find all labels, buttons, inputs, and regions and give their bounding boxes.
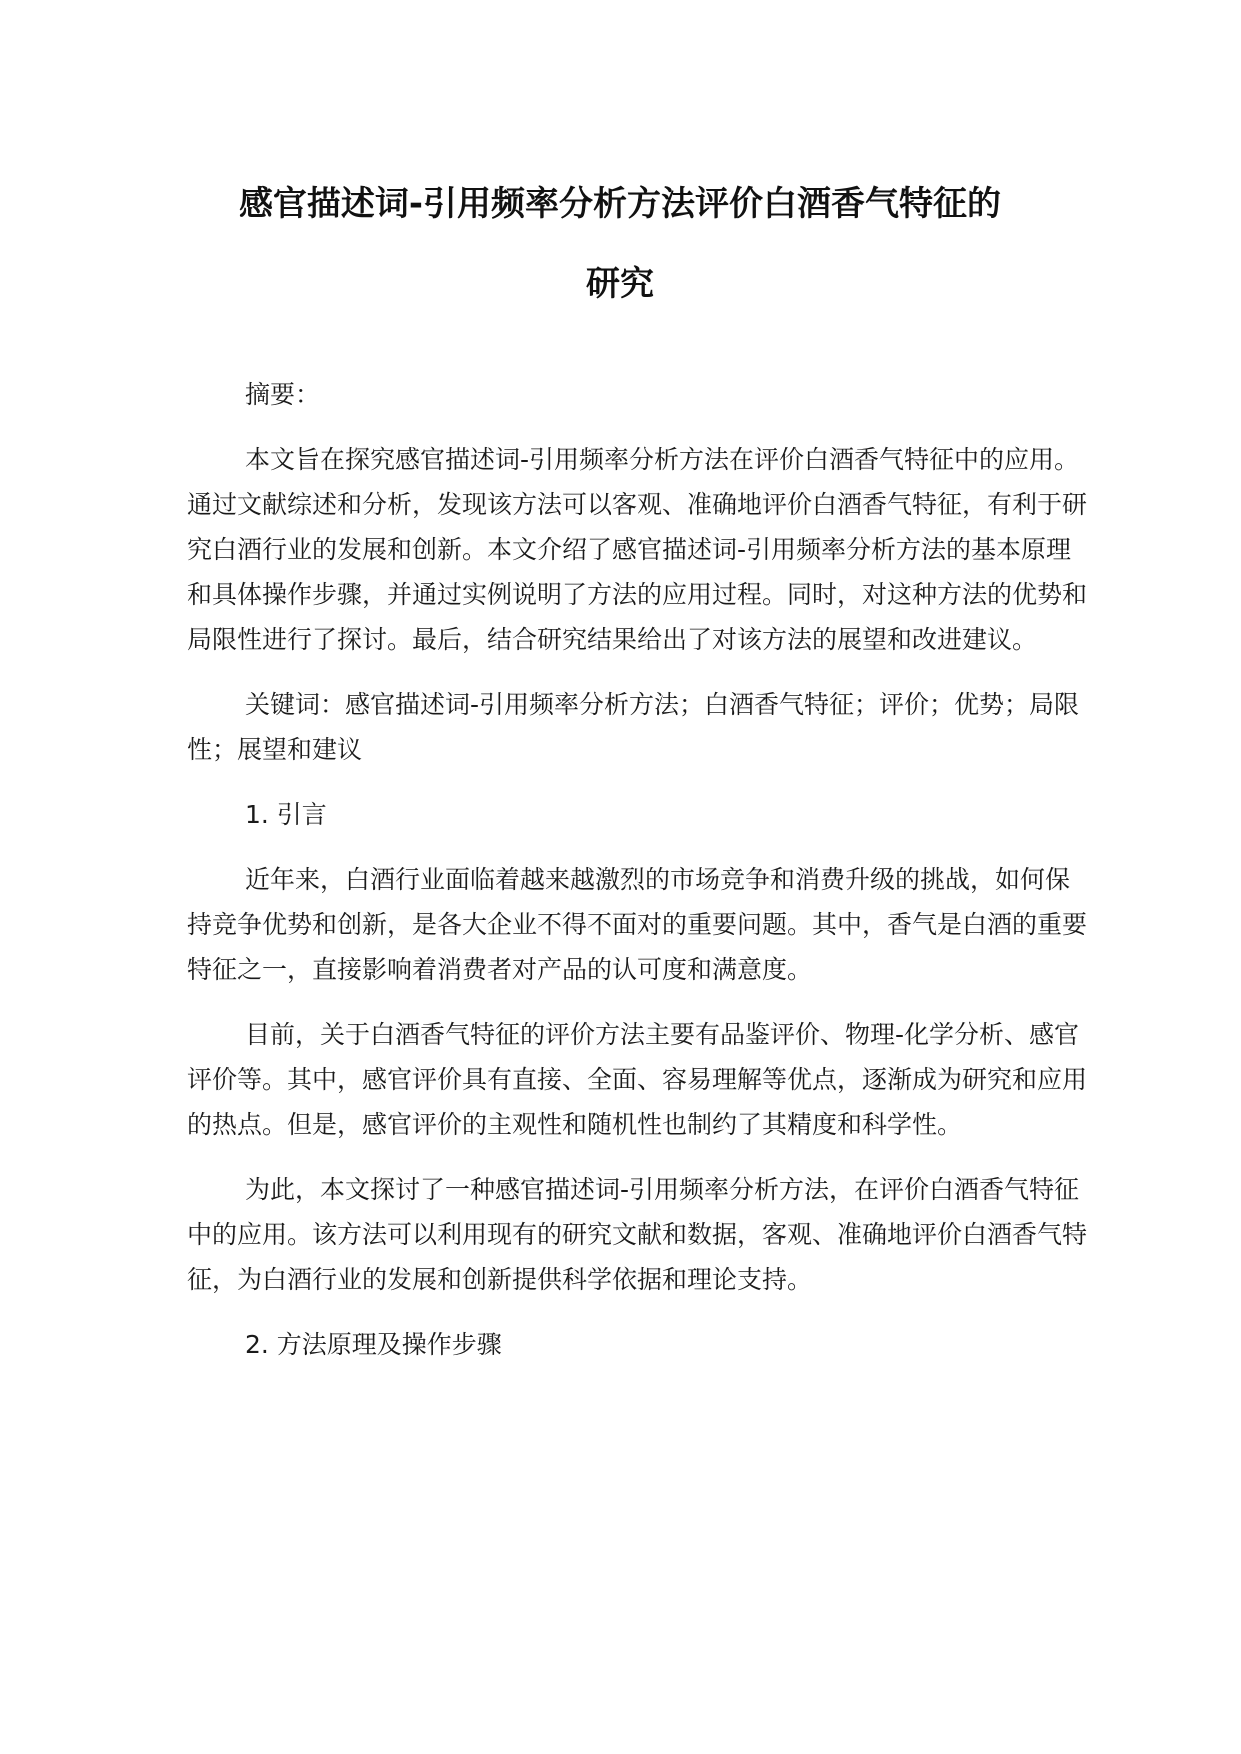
intro-paragraph-2: 目前，关于白酒香气特征的评价方法主要有品鉴评价、物理-化学分析、感官评价等。其中，感官评价具有直接、全面、容易理解等优点，逐渐成为研究和应用的热点。但是，感官评价的主观性和随机性也制约了其精度和科学性。 xyxy=(187,1020,1088,1139)
abstract-paragraph: 本文旨在探究感官描述词-引用频率分析方法在评价白酒香气特征中的应用。通过文献综述和分析，发现该方法可以客观、准确地评价白酒香气特征，有利于研究白酒行业的发展和创新。本文介绍了感官描述词-引用频率分析方法的基本原理和具体操作步骤，并通过实例说明了方法的应用过程。同时，对这种方法的优势和局限性进行了探讨。最后，结合研究结果给出了对该方法的展望和改进建议。 xyxy=(187,445,1088,654)
abstract-heading: 摘要： xyxy=(245,380,321,409)
section-2-heading: 2. 方法原理及操作步骤 xyxy=(245,1330,502,1359)
intro-paragraph-3: 为此，本文探讨了一种感官描述词-引用频率分析方法，在评价白酒香气特征中的应用。该方法可以利用现有的研究文献和数据，客观、准确地评价白酒香气特征，为白酒行业的发展和创新提供科学依据和理论支持。 xyxy=(187,1175,1088,1294)
intro-paragraph-1: 近年来，白酒行业面临着越来越激烈的市场竞争和消费升级的挑战，如何保持竞争优势和创新，是各大企业不得不面对的重要问题。其中，香气是白酒的重要特征之一，直接影响着消费者对产品的认可度和满意度。 xyxy=(187,865,1088,984)
document-title-line-1: 感官描述词-引用频率分析方法评价白酒香气特征的 xyxy=(238,184,1002,224)
section-1-heading: 1. 引言 xyxy=(245,800,327,829)
document-title-line-2: 研究 xyxy=(586,264,654,304)
keywords-paragraph: 关键词：感官描述词-引用频率分析方法；白酒香气特征；评价；优势；局限性；展望和建议 xyxy=(187,690,1080,764)
document-body xyxy=(187,372,1087,1387)
